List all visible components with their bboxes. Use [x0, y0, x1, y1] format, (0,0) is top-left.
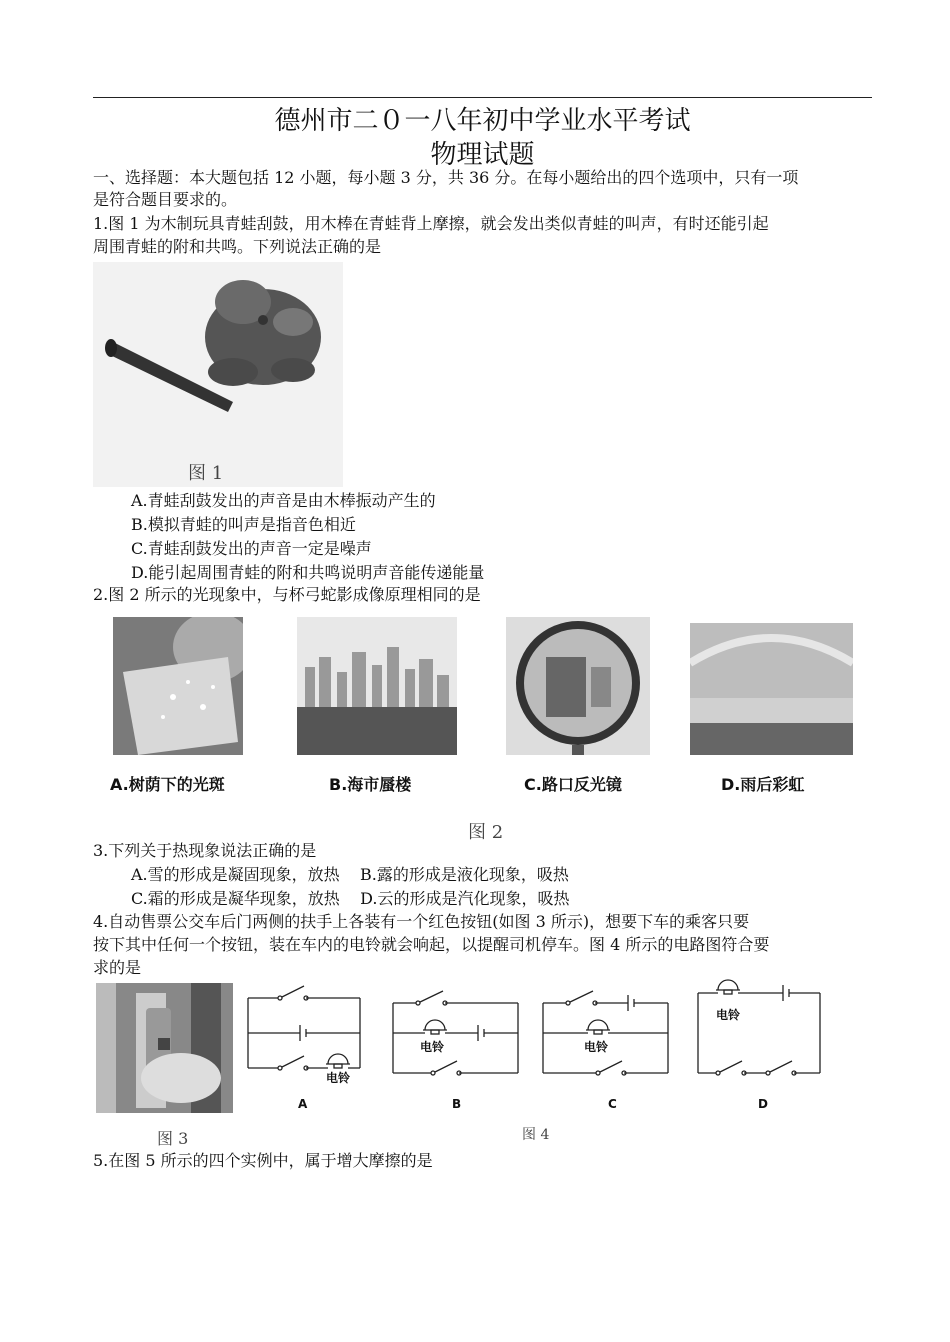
figure-3-label: 图 3: [157, 1129, 189, 1148]
exam-title: 德州市二０一八年初中学业水平考试: [274, 106, 691, 136]
section-instructions-line2: 是符合题目要求的。: [93, 190, 238, 209]
figure-4-label: 图 4: [522, 1127, 550, 1143]
top-rule: [93, 97, 872, 98]
figure-2d-caption: D.雨后彩虹: [721, 775, 805, 794]
figure-2c-caption: C.路口反光镜: [524, 775, 622, 794]
q3-options-row1: A.雪的形成是凝固现象，放热 B.露的形成是液化现象，吸热: [131, 865, 569, 884]
circuit-a-label: A: [298, 1097, 308, 1111]
figure-1-frog-drum-image: [93, 262, 343, 487]
q1-stem-line2: 周围青蛙的附和共鸣。下列说法正确的是: [93, 237, 382, 256]
circuit-a-bell-label: 电铃: [326, 1071, 351, 1085]
q1-stem-line1: 1.图 1 为木制玩具青蛙刮鼓，用木棒在青蛙背上摩擦，就会发出类似青蛙的叫声，有时还能引起: [93, 214, 769, 233]
q1-option-d: D.能引起周围青蛙的附和共鸣说明声音能传递能量: [131, 563, 485, 582]
figure-3-bus-button-image: [96, 983, 233, 1113]
exam-subtitle: 物理试题: [430, 140, 535, 170]
circuit-b-bell-label: 电铃: [420, 1040, 445, 1054]
q1-option-a: A.青蛙刮鼓发出的声音是由木棒振动产生的: [131, 491, 436, 510]
figure-2b-mirage-image: [297, 617, 457, 755]
q4-stem-line3: 求的是: [93, 958, 142, 977]
circuit-b-label: B: [452, 1097, 462, 1111]
figure-4-circuits: [238, 978, 828, 1118]
circuit-d-label: D: [758, 1097, 768, 1111]
q4-stem-line1: 4.自动售票公交车后门两侧的扶手上各装有一个红色按钮(如图 3 所示)，想要下车的乘客只要: [93, 912, 750, 931]
q2-stem: 2.图 2 所示的光现象中，与杯弓蛇影成像原理相同的是: [93, 585, 481, 604]
q3-options-row2: C.霜的形成是凝华现象，放热 D.云的形成是汽化现象，吸热: [131, 889, 570, 908]
circuit-c-bell-label: 电铃: [584, 1040, 609, 1054]
figure-2a-caption: A.树荫下的光斑: [110, 775, 225, 794]
circuit-a: [248, 986, 360, 1070]
figure-1-label: 图 1: [188, 463, 224, 484]
figure-2-label: 图 2: [468, 822, 504, 843]
q5-stem: 5.在图 5 所示的四个实例中，属于增大摩擦的是: [93, 1151, 433, 1170]
q1-option-c: C.青蛙刮鼓发出的声音一定是噪声: [131, 539, 372, 558]
section-instructions-line1: 一、选择题：本大题包括 12 小题，每小题 3 分，共 36 分。在每小题给出的四个选项中，只有一项: [93, 168, 799, 187]
q1-option-b: B.模拟青蛙的叫声是指音色相近: [131, 515, 356, 534]
figure-2b-caption: B.海市蜃楼: [329, 775, 412, 794]
figure-2a-tree-shade-image: [113, 617, 243, 755]
circuit-d-bell-label: 电铃: [716, 1008, 741, 1022]
q3-stem: 3.下列关于热现象说法正确的是: [93, 841, 317, 860]
figure-2d-rainbow-image: [690, 623, 853, 755]
q4-stem-line2: 按下其中任何一个按钮，装在车内的电铃就会响起，以提醒司机停车。图 4 所示的电路图符合要: [93, 935, 770, 954]
figure-2c-convex-mirror-image: [506, 617, 650, 755]
circuit-c-label: C: [608, 1097, 617, 1111]
